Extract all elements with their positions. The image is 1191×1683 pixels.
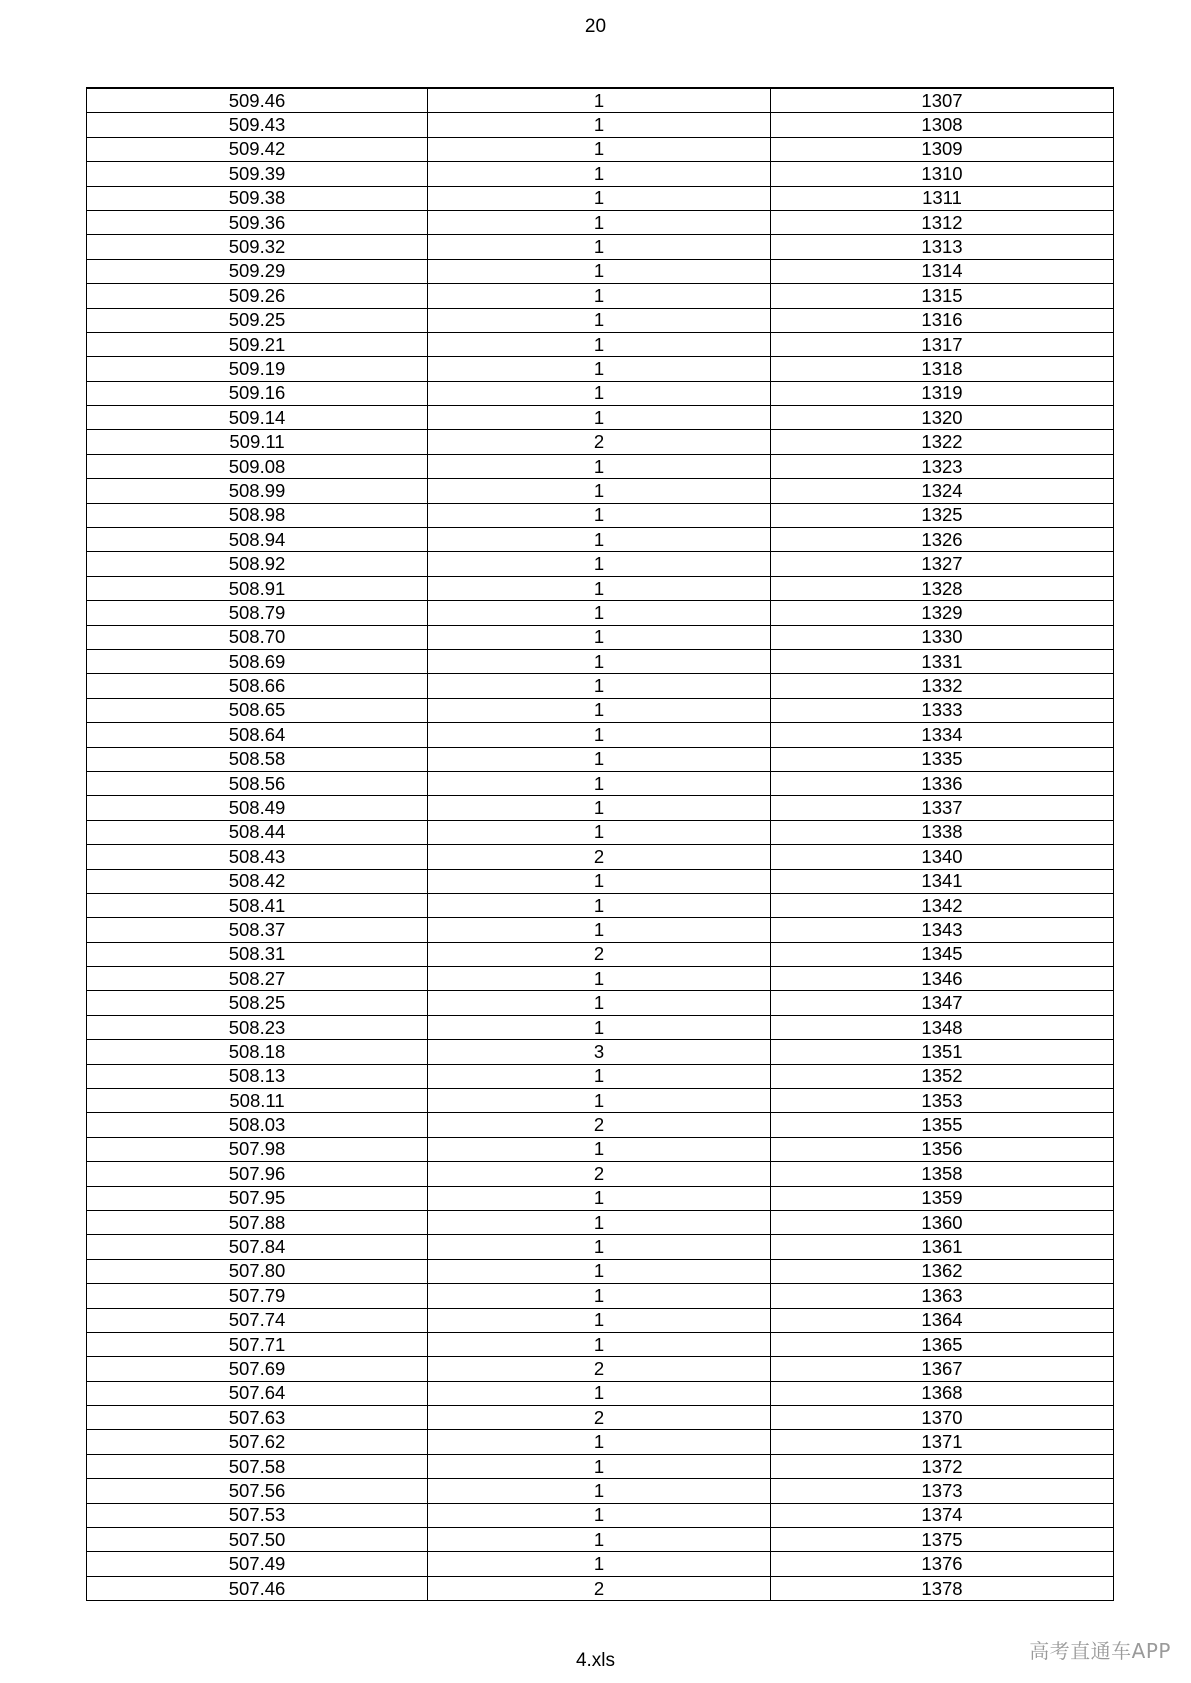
cumulative-cell: 1307 bbox=[771, 88, 1114, 113]
count-cell: 1 bbox=[428, 1381, 771, 1405]
score-cell: 508.65 bbox=[87, 698, 428, 722]
score-cell: 508.49 bbox=[87, 796, 428, 820]
cumulative-cell: 1310 bbox=[771, 162, 1114, 186]
cumulative-cell: 1338 bbox=[771, 820, 1114, 844]
count-cell: 1 bbox=[428, 479, 771, 503]
table-row bbox=[87, 845, 1114, 869]
count-cell: 1 bbox=[428, 1284, 771, 1308]
table-row bbox=[87, 1332, 1114, 1356]
cumulative-cell: 1330 bbox=[771, 625, 1114, 649]
count-cell: 1 bbox=[428, 723, 771, 747]
count-cell: 1 bbox=[428, 1089, 771, 1113]
cumulative-cell: 1315 bbox=[771, 284, 1114, 308]
cumulative-cell: 1328 bbox=[771, 576, 1114, 600]
count-cell: 1 bbox=[428, 649, 771, 673]
table-row bbox=[87, 479, 1114, 503]
cumulative-cell: 1345 bbox=[771, 942, 1114, 966]
score-cell: 507.74 bbox=[87, 1308, 428, 1332]
count-cell: 2 bbox=[428, 1406, 771, 1430]
score-cell: 508.43 bbox=[87, 845, 428, 869]
score-cell: 508.11 bbox=[87, 1089, 428, 1113]
cumulative-cell: 1346 bbox=[771, 967, 1114, 991]
table-row bbox=[87, 1284, 1114, 1308]
count-cell: 3 bbox=[428, 1040, 771, 1064]
table-row bbox=[87, 918, 1114, 942]
count-cell: 1 bbox=[428, 698, 771, 722]
score-cell: 508.79 bbox=[87, 601, 428, 625]
table-row bbox=[87, 1210, 1114, 1234]
score-cell: 508.58 bbox=[87, 747, 428, 771]
score-cell: 509.42 bbox=[87, 137, 428, 161]
cumulative-cell: 1367 bbox=[771, 1357, 1114, 1381]
count-cell: 1 bbox=[428, 186, 771, 210]
table-row bbox=[87, 1479, 1114, 1503]
cumulative-cell: 1320 bbox=[771, 406, 1114, 430]
table-row bbox=[87, 1235, 1114, 1259]
count-cell: 1 bbox=[428, 235, 771, 259]
count-cell: 1 bbox=[428, 820, 771, 844]
table-row bbox=[87, 1406, 1114, 1430]
score-cell: 509.26 bbox=[87, 284, 428, 308]
table-row bbox=[87, 796, 1114, 820]
table-row bbox=[87, 1357, 1114, 1381]
footer-file-name: 4.xls bbox=[575, 1650, 616, 1671]
cumulative-cell: 1352 bbox=[771, 1064, 1114, 1088]
count-cell: 1 bbox=[428, 1259, 771, 1283]
cumulative-cell: 1317 bbox=[771, 332, 1114, 356]
score-cell: 508.25 bbox=[87, 991, 428, 1015]
cumulative-cell: 1318 bbox=[771, 357, 1114, 381]
count-cell: 1 bbox=[428, 1430, 771, 1454]
count-cell: 1 bbox=[428, 113, 771, 137]
count-cell: 1 bbox=[428, 406, 771, 430]
score-cell: 508.03 bbox=[87, 1113, 428, 1137]
table-row bbox=[87, 967, 1114, 991]
table-row bbox=[87, 625, 1114, 649]
count-cell: 1 bbox=[428, 381, 771, 405]
cumulative-cell: 1333 bbox=[771, 698, 1114, 722]
count-cell: 1 bbox=[428, 210, 771, 234]
table-row bbox=[87, 771, 1114, 795]
table-row bbox=[87, 1430, 1114, 1454]
table-row bbox=[87, 332, 1114, 356]
score-cell: 509.46 bbox=[87, 88, 428, 113]
table-row bbox=[87, 210, 1114, 234]
score-cell: 508.99 bbox=[87, 479, 428, 503]
cumulative-cell: 1335 bbox=[771, 747, 1114, 771]
count-cell: 1 bbox=[428, 967, 771, 991]
score-cell: 509.25 bbox=[87, 308, 428, 332]
score-cell: 509.39 bbox=[87, 162, 428, 186]
cumulative-cell: 1374 bbox=[771, 1503, 1114, 1527]
cumulative-cell: 1311 bbox=[771, 186, 1114, 210]
score-cell: 509.32 bbox=[87, 235, 428, 259]
table-row bbox=[87, 869, 1114, 893]
cumulative-cell: 1355 bbox=[771, 1113, 1114, 1137]
cumulative-cell: 1372 bbox=[771, 1454, 1114, 1478]
cumulative-cell: 1316 bbox=[771, 308, 1114, 332]
cumulative-cell: 1364 bbox=[771, 1308, 1114, 1332]
score-cell: 507.95 bbox=[87, 1186, 428, 1210]
cumulative-cell: 1329 bbox=[771, 601, 1114, 625]
cumulative-cell: 1324 bbox=[771, 479, 1114, 503]
count-cell: 1 bbox=[428, 259, 771, 283]
page-number: 20 bbox=[584, 16, 607, 37]
score-cell: 507.49 bbox=[87, 1552, 428, 1576]
table-row bbox=[87, 1454, 1114, 1478]
cumulative-cell: 1314 bbox=[771, 259, 1114, 283]
score-cell: 507.71 bbox=[87, 1332, 428, 1356]
table-row bbox=[87, 503, 1114, 527]
count-cell: 1 bbox=[428, 284, 771, 308]
count-cell: 1 bbox=[428, 1528, 771, 1552]
count-cell: 2 bbox=[428, 942, 771, 966]
count-cell: 1 bbox=[428, 88, 771, 113]
score-cell: 508.31 bbox=[87, 942, 428, 966]
count-cell: 1 bbox=[428, 576, 771, 600]
table-row bbox=[87, 381, 1114, 405]
cumulative-cell: 1342 bbox=[771, 893, 1114, 917]
table-row bbox=[87, 1308, 1114, 1332]
count-cell: 1 bbox=[428, 674, 771, 698]
count-cell: 1 bbox=[428, 332, 771, 356]
score-cell: 507.98 bbox=[87, 1137, 428, 1161]
score-cell: 508.41 bbox=[87, 893, 428, 917]
table-row bbox=[87, 406, 1114, 430]
cumulative-cell: 1308 bbox=[771, 113, 1114, 137]
score-cell: 507.79 bbox=[87, 1284, 428, 1308]
table-row bbox=[87, 137, 1114, 161]
cumulative-cell: 1313 bbox=[771, 235, 1114, 259]
watermark-text: 高考直通车APP bbox=[1029, 1639, 1171, 1663]
cumulative-cell: 1365 bbox=[771, 1332, 1114, 1356]
count-cell: 2 bbox=[428, 1576, 771, 1600]
score-cell: 508.69 bbox=[87, 649, 428, 673]
count-cell: 1 bbox=[428, 1064, 771, 1088]
score-cell: 509.16 bbox=[87, 381, 428, 405]
cumulative-cell: 1322 bbox=[771, 430, 1114, 454]
table-row bbox=[87, 576, 1114, 600]
table-row bbox=[87, 674, 1114, 698]
table-row bbox=[87, 357, 1114, 381]
score-cell: 508.18 bbox=[87, 1040, 428, 1064]
table-row bbox=[87, 259, 1114, 283]
count-cell: 1 bbox=[428, 1137, 771, 1161]
score-cell: 509.19 bbox=[87, 357, 428, 381]
score-cell: 507.63 bbox=[87, 1406, 428, 1430]
count-cell: 1 bbox=[428, 454, 771, 478]
cumulative-cell: 1371 bbox=[771, 1430, 1114, 1454]
cumulative-cell: 1356 bbox=[771, 1137, 1114, 1161]
score-cell: 508.98 bbox=[87, 503, 428, 527]
score-cell: 507.64 bbox=[87, 1381, 428, 1405]
cumulative-cell: 1376 bbox=[771, 1552, 1114, 1576]
count-cell: 1 bbox=[428, 137, 771, 161]
count-cell: 1 bbox=[428, 552, 771, 576]
table-row bbox=[87, 552, 1114, 576]
cumulative-cell: 1327 bbox=[771, 552, 1114, 576]
cumulative-cell: 1340 bbox=[771, 845, 1114, 869]
cumulative-cell: 1325 bbox=[771, 503, 1114, 527]
table-row bbox=[87, 1503, 1114, 1527]
score-cell: 509.38 bbox=[87, 186, 428, 210]
score-cell: 508.64 bbox=[87, 723, 428, 747]
count-cell: 2 bbox=[428, 845, 771, 869]
table-row bbox=[87, 454, 1114, 478]
score-table-body bbox=[87, 88, 1114, 1601]
score-table bbox=[86, 87, 1114, 1601]
table-row bbox=[87, 308, 1114, 332]
table-row bbox=[87, 1186, 1114, 1210]
count-cell: 1 bbox=[428, 528, 771, 552]
cumulative-cell: 1319 bbox=[771, 381, 1114, 405]
count-cell: 1 bbox=[428, 1552, 771, 1576]
cumulative-cell: 1341 bbox=[771, 869, 1114, 893]
score-cell: 507.58 bbox=[87, 1454, 428, 1478]
cumulative-cell: 1359 bbox=[771, 1186, 1114, 1210]
table-row bbox=[87, 1137, 1114, 1161]
score-cell: 507.96 bbox=[87, 1162, 428, 1186]
cumulative-cell: 1368 bbox=[771, 1381, 1114, 1405]
cumulative-cell: 1370 bbox=[771, 1406, 1114, 1430]
count-cell: 1 bbox=[428, 1015, 771, 1039]
table-row bbox=[87, 1089, 1114, 1113]
table-row bbox=[87, 113, 1114, 137]
count-cell: 1 bbox=[428, 747, 771, 771]
cumulative-cell: 1332 bbox=[771, 674, 1114, 698]
cumulative-cell: 1351 bbox=[771, 1040, 1114, 1064]
score-cell: 507.50 bbox=[87, 1528, 428, 1552]
count-cell: 1 bbox=[428, 1235, 771, 1259]
table-row bbox=[87, 186, 1114, 210]
cumulative-cell: 1363 bbox=[771, 1284, 1114, 1308]
table-row bbox=[87, 528, 1114, 552]
score-cell: 508.27 bbox=[87, 967, 428, 991]
table-row bbox=[87, 747, 1114, 771]
score-cell: 509.36 bbox=[87, 210, 428, 234]
table-row bbox=[87, 723, 1114, 747]
cumulative-cell: 1373 bbox=[771, 1479, 1114, 1503]
cumulative-cell: 1326 bbox=[771, 528, 1114, 552]
table-row bbox=[87, 430, 1114, 454]
score-cell: 507.53 bbox=[87, 1503, 428, 1527]
cumulative-cell: 1347 bbox=[771, 991, 1114, 1015]
score-table-container bbox=[86, 87, 1110, 1601]
cumulative-cell: 1353 bbox=[771, 1089, 1114, 1113]
table-row bbox=[87, 698, 1114, 722]
count-cell: 1 bbox=[428, 1210, 771, 1234]
cumulative-cell: 1309 bbox=[771, 137, 1114, 161]
count-cell: 1 bbox=[428, 1454, 771, 1478]
table-row bbox=[87, 893, 1114, 917]
table-row bbox=[87, 284, 1114, 308]
table-row bbox=[87, 1064, 1114, 1088]
count-cell: 1 bbox=[428, 162, 771, 186]
table-row bbox=[87, 601, 1114, 625]
score-cell: 507.84 bbox=[87, 1235, 428, 1259]
table-row bbox=[87, 162, 1114, 186]
score-cell: 509.29 bbox=[87, 259, 428, 283]
score-cell: 509.21 bbox=[87, 332, 428, 356]
score-cell: 508.92 bbox=[87, 552, 428, 576]
score-cell: 507.80 bbox=[87, 1259, 428, 1283]
count-cell: 1 bbox=[428, 1186, 771, 1210]
score-cell: 508.42 bbox=[87, 869, 428, 893]
score-cell: 508.91 bbox=[87, 576, 428, 600]
table-row bbox=[87, 942, 1114, 966]
score-cell: 509.43 bbox=[87, 113, 428, 137]
cumulative-cell: 1360 bbox=[771, 1210, 1114, 1234]
score-cell: 509.08 bbox=[87, 454, 428, 478]
score-cell: 507.69 bbox=[87, 1357, 428, 1381]
table-row bbox=[87, 991, 1114, 1015]
count-cell: 1 bbox=[428, 893, 771, 917]
count-cell: 1 bbox=[428, 796, 771, 820]
cumulative-cell: 1378 bbox=[771, 1576, 1114, 1600]
score-cell: 508.70 bbox=[87, 625, 428, 649]
table-row bbox=[87, 1552, 1114, 1576]
count-cell: 1 bbox=[428, 1308, 771, 1332]
table-row bbox=[87, 1113, 1114, 1137]
score-cell: 508.44 bbox=[87, 820, 428, 844]
cumulative-cell: 1337 bbox=[771, 796, 1114, 820]
score-cell: 507.56 bbox=[87, 1479, 428, 1503]
count-cell: 2 bbox=[428, 1162, 771, 1186]
count-cell: 1 bbox=[428, 771, 771, 795]
count-cell: 2 bbox=[428, 430, 771, 454]
cumulative-cell: 1348 bbox=[771, 1015, 1114, 1039]
table-row bbox=[87, 88, 1114, 113]
score-cell: 508.56 bbox=[87, 771, 428, 795]
score-cell: 509.14 bbox=[87, 406, 428, 430]
count-cell: 1 bbox=[428, 503, 771, 527]
count-cell: 1 bbox=[428, 1503, 771, 1527]
count-cell: 2 bbox=[428, 1113, 771, 1137]
table-row bbox=[87, 1162, 1114, 1186]
count-cell: 1 bbox=[428, 625, 771, 649]
table-row bbox=[87, 1259, 1114, 1283]
count-cell: 1 bbox=[428, 601, 771, 625]
count-cell: 1 bbox=[428, 869, 771, 893]
table-row bbox=[87, 649, 1114, 673]
cumulative-cell: 1361 bbox=[771, 1235, 1114, 1259]
score-cell: 508.37 bbox=[87, 918, 428, 942]
cumulative-cell: 1336 bbox=[771, 771, 1114, 795]
cumulative-cell: 1334 bbox=[771, 723, 1114, 747]
score-cell: 508.66 bbox=[87, 674, 428, 698]
cumulative-cell: 1323 bbox=[771, 454, 1114, 478]
score-cell: 507.62 bbox=[87, 1430, 428, 1454]
count-cell: 1 bbox=[428, 991, 771, 1015]
table-row bbox=[87, 235, 1114, 259]
cumulative-cell: 1331 bbox=[771, 649, 1114, 673]
cumulative-cell: 1358 bbox=[771, 1162, 1114, 1186]
count-cell: 1 bbox=[428, 1479, 771, 1503]
table-row bbox=[87, 1015, 1114, 1039]
score-cell: 508.23 bbox=[87, 1015, 428, 1039]
score-cell: 508.94 bbox=[87, 528, 428, 552]
count-cell: 1 bbox=[428, 308, 771, 332]
score-cell: 507.88 bbox=[87, 1210, 428, 1234]
cumulative-cell: 1343 bbox=[771, 918, 1114, 942]
count-cell: 1 bbox=[428, 1332, 771, 1356]
count-cell: 1 bbox=[428, 357, 771, 381]
score-cell: 509.11 bbox=[87, 430, 428, 454]
score-cell: 508.13 bbox=[87, 1064, 428, 1088]
table-row bbox=[87, 1528, 1114, 1552]
cumulative-cell: 1312 bbox=[771, 210, 1114, 234]
table-row bbox=[87, 1576, 1114, 1600]
cumulative-cell: 1362 bbox=[771, 1259, 1114, 1283]
cumulative-cell: 1375 bbox=[771, 1528, 1114, 1552]
count-cell: 2 bbox=[428, 1357, 771, 1381]
table-row bbox=[87, 1381, 1114, 1405]
table-row bbox=[87, 1040, 1114, 1064]
count-cell: 1 bbox=[428, 918, 771, 942]
score-cell: 507.46 bbox=[87, 1576, 428, 1600]
table-row bbox=[87, 820, 1114, 844]
